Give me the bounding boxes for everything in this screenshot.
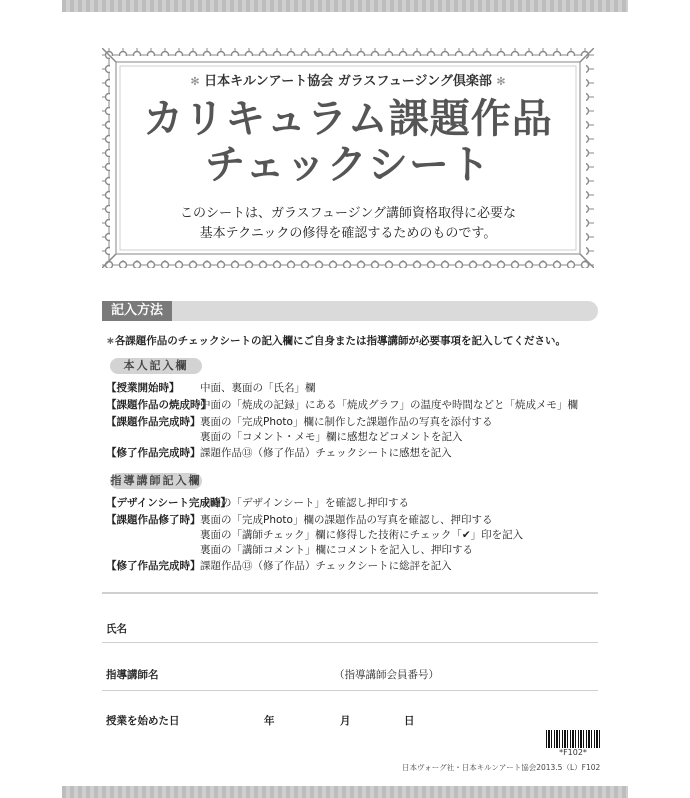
start-date-label: 授業を始めた日: [106, 715, 180, 727]
barcode-text: *F102*: [559, 748, 587, 757]
row-value: 課題作品⑬（修了作品）チェックシートに感想を記入: [200, 447, 452, 459]
teacher-field-line[interactable]: [102, 690, 598, 691]
row-key: 【課題作品の焼成時】: [106, 399, 211, 411]
row-key: 【課題作品完成時】: [106, 416, 201, 428]
row-value: 中面、裏面の「氏名」欄: [200, 382, 316, 394]
lead-text: 各課題作品のチェックシートの記入欄にご自身または指導講師が必要事項を記入してください。: [114, 335, 566, 347]
organization-name: 日本キルンアート協会 ガラスフュージング倶楽部: [204, 74, 492, 89]
teacher-section-heading: 指導講師記入欄: [110, 474, 202, 487]
section-title: 記入方法: [102, 301, 172, 321]
footer-credit: 日本ヴォーグ社・日本キルンアート協会2013.5（L）F102: [402, 763, 601, 772]
self-section-heading: 本人記入欄: [110, 358, 202, 374]
barcode: [546, 730, 600, 748]
self-row-continued: [200, 430, 463, 444]
self-row: [106, 446, 452, 460]
name-label: 氏名: [106, 623, 127, 635]
row-value: 裏面の「講師コメント」欄にコメントを記入し、押印する: [200, 544, 473, 556]
title-ornamental-frame: [102, 48, 594, 268]
row-value: 課題作品⑬（修了作品）チェックシートに総評を記入: [200, 560, 452, 572]
row-value: 裏面の「コメント・メモ」欄に感想などコメントを記入: [200, 431, 463, 443]
row-key: 【課題作品修了時】: [106, 514, 201, 526]
organization-line: [102, 70, 594, 89]
year-label: 年: [264, 715, 275, 727]
teacher-number-label: （指導講師会員番号）: [334, 669, 439, 681]
star-ornament-icon: ✻: [496, 75, 506, 88]
top-border-band: [62, 0, 628, 12]
row-key: 【修了作品完成時】: [106, 560, 201, 572]
row-value: 中面の「デザインシート」を確認し押印する: [200, 497, 410, 509]
row-value: 裏面の「完成Photo」欄に制作した課題作品の写真を添付する: [200, 416, 493, 428]
day-label: 日: [404, 715, 415, 727]
bullet-icon: ∗: [106, 335, 115, 347]
row-value: 中面の「焼成の記録」にある「焼成グラフ」の温度や時間などと「焼成メモ」欄: [200, 399, 578, 411]
self-row: [106, 398, 578, 412]
form-divider: [102, 592, 598, 594]
teacher-row: [106, 559, 452, 573]
teacher-row-continued: [200, 528, 523, 542]
star-ornament-icon: ✻: [190, 75, 200, 88]
row-key: 【授業開始時】: [106, 382, 180, 394]
section-header-instructions: [102, 301, 598, 321]
row-value: 裏面の「完成Photo」欄の課題作品の写真を確認し、押印する: [200, 514, 493, 526]
self-row: [106, 415, 492, 429]
row-key: 【修了作品完成時】: [106, 447, 201, 459]
name-field-line[interactable]: [102, 642, 598, 643]
bottom-border-band: [62, 786, 628, 798]
intro-text-line1: このシートは、ガラスフュージング講師資格取得に必要な: [179, 206, 517, 221]
intro-text-line2: 基本テクニックの修得を確認するためのものです。: [199, 226, 497, 241]
teacher-row: [106, 513, 492, 527]
month-label: 月: [340, 715, 351, 727]
instructions-lead: [106, 333, 566, 348]
page-title-line1: カリキュラム課題作品: [143, 96, 553, 142]
row-key: 【デザインシート完成時】: [106, 497, 232, 509]
row-value: 裏面の「講師チェック」欄に修得した技術にチェック「✔」印を記入: [200, 529, 524, 541]
self-row: [106, 381, 316, 395]
page-title-line2: チェックシート: [205, 142, 491, 188]
teacher-name-label: 指導講師名: [106, 669, 159, 681]
checksheet-page: [62, 0, 628, 798]
teacher-row-continued: [200, 543, 473, 557]
teacher-row: [106, 496, 409, 510]
